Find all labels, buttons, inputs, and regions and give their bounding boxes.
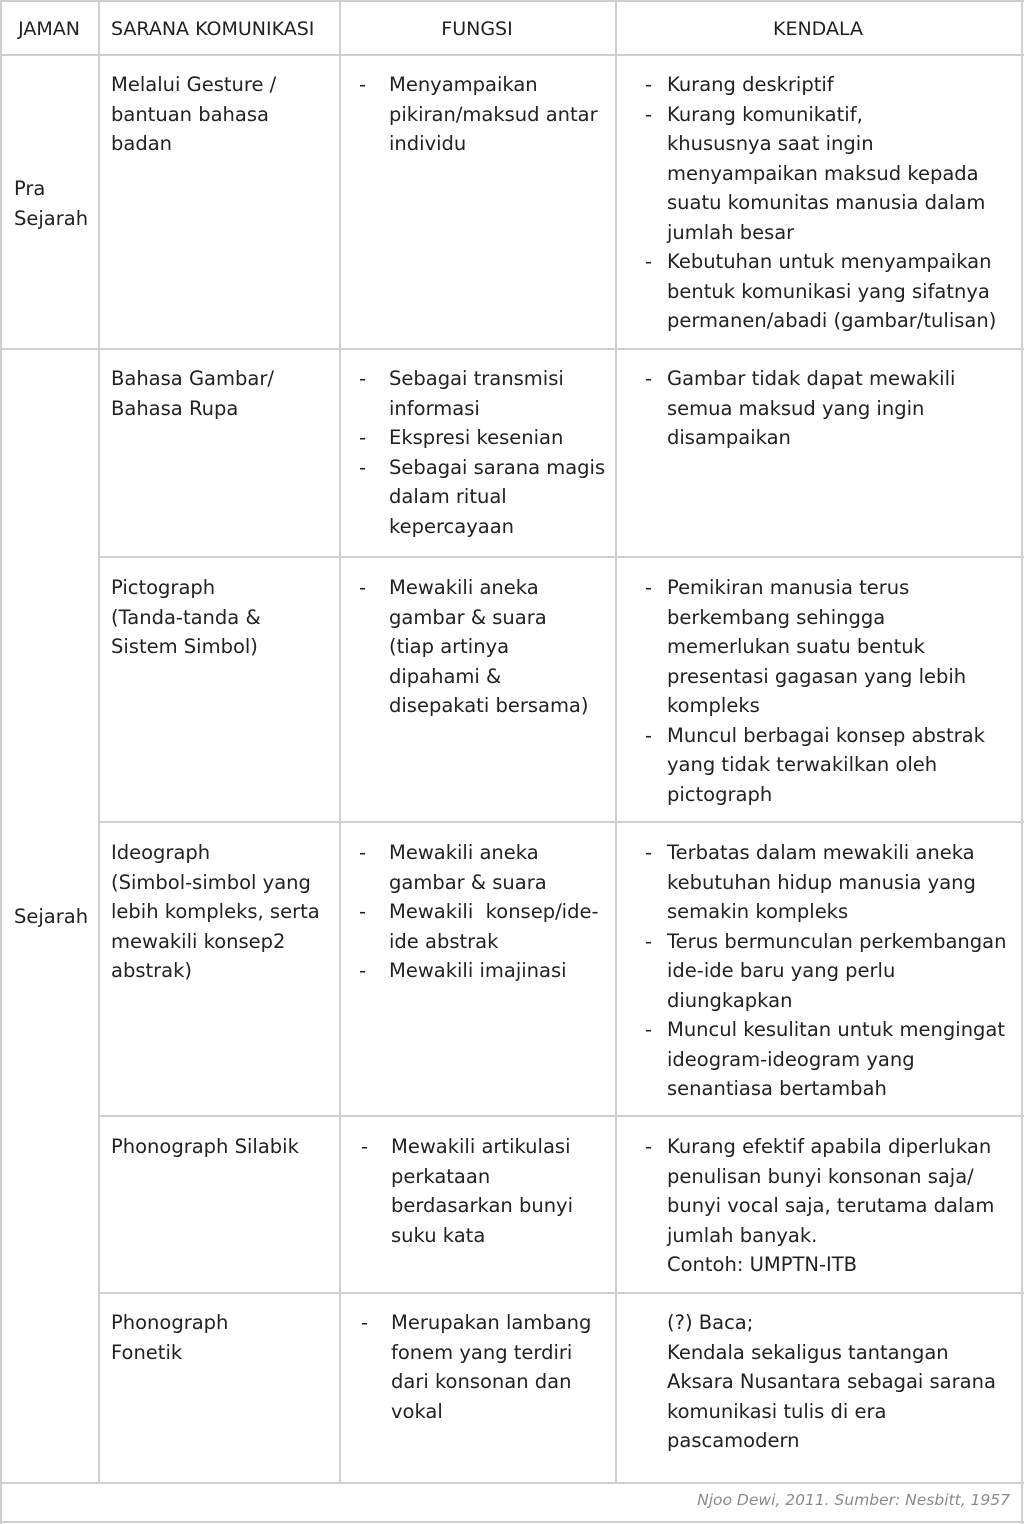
table-border-top bbox=[0, 0, 1024, 2]
kendala-item: - Muncul berbagai konsep abstrak yang tidak terwakilkan oleh pictograph bbox=[645, 721, 985, 810]
fungsi-item: - Sebagai sarana magis dalam ritual kepercayaan bbox=[359, 453, 605, 542]
fungsi-item: - Mewakili artikulasi perkataan berdasarkan bunyi suku kata bbox=[361, 1132, 573, 1250]
column-divider bbox=[615, 0, 617, 1484]
row-divider bbox=[98, 1115, 1024, 1117]
kendala-item: - Kurang deskriptif bbox=[645, 70, 996, 100]
header-fungsi: FUNGSI bbox=[441, 18, 513, 40]
sarana-phonograph-silabik: Phonograph Silabik bbox=[111, 1135, 299, 1158]
kendala-item: - Kurang efektif apabila diperlukan penulisan bunyi konsonan saja/ bunyi vocal saja, terutama dalam jumlah banyak. Contoh: UMPTN-ITB bbox=[645, 1132, 994, 1280]
fungsi-item: - Mewakili konsep/ide- ide abstrak bbox=[359, 897, 598, 956]
fungsi-item: - Sebagai transmisi informasi bbox=[359, 364, 605, 423]
era-sejarah: Sejarah bbox=[14, 905, 89, 928]
header-sarana-komunikasi: SARANA KOMUNIKASI bbox=[111, 18, 315, 40]
fungsi-list-pictograph bbox=[359, 573, 589, 721]
row-divider bbox=[98, 1292, 1024, 1294]
fungsi-list-ideograph bbox=[359, 838, 598, 986]
kendala-list-phonograph-silabik bbox=[645, 1132, 994, 1280]
column-divider bbox=[339, 0, 341, 1484]
fungsi-list-bahasa-gambar bbox=[359, 364, 605, 541]
fungsi-item: - Menyampaikan pikiran/maksud antar individu bbox=[359, 70, 598, 159]
sarana-phonograph-fonetik: Phonograph Fonetik bbox=[111, 1311, 229, 1364]
kendala-item: - Pemikiran manusia terus berkembang sehingga memerlukan suatu bentuk presentasi gagasan yang lebih kompleks bbox=[645, 573, 985, 721]
table-border-right bbox=[1021, 0, 1023, 1524]
source-caption: Njoo Dewi, 2011. Sumber: Nesbitt, 1957 bbox=[697, 1491, 1010, 1509]
kendala-item: - Kurang komunikatif, khususnya saat ingin menyampaikan maksud kepada suatu komunitas manusia dalam jumlah besar bbox=[645, 100, 996, 248]
fungsi-list-phonograph-fonetik bbox=[361, 1308, 591, 1426]
header-divider bbox=[0, 54, 1024, 56]
row-divider bbox=[98, 821, 1024, 823]
fungsi-item: - Mewakili aneka gambar & suara (tiap artinya dipahami & disepakati bersama) bbox=[359, 573, 589, 721]
kendala-item: - Terbatas dalam mewakili aneka kebutuhan hidup manusia yang semakin kompleks bbox=[645, 838, 1006, 927]
era-pra-sejarah: Pra Sejarah bbox=[14, 177, 89, 230]
fungsi-list-phonograph-silabik bbox=[361, 1132, 573, 1250]
table-border-bottom bbox=[0, 1521, 1024, 1523]
kendala-item: - Kebutuhan untuk menyampaikan bentuk komunikasi yang sifatnya permanen/abadi (gambar/tulisan) bbox=[645, 247, 996, 336]
kendala-list-bahasa-gambar bbox=[645, 364, 955, 453]
column-divider bbox=[98, 0, 100, 1484]
kendala-item: - Muncul kesulitan untuk mengingat ideogram-ideogram yang senantiasa bertambah bbox=[645, 1015, 1006, 1104]
fungsi-item: - Mewakili aneka gambar & suara bbox=[359, 838, 598, 897]
fungsi-item: - Mewakili imajinasi bbox=[359, 956, 598, 986]
kendala-list-ideograph bbox=[645, 838, 1006, 1104]
fungsi-item: - Merupakan lambang fonem yang terdiri dari konsonan dan vokal bbox=[361, 1308, 591, 1426]
kendala-note-phonograph-fonetik: (?) Baca; Kendala sekaligus tantangan Aksara Nusantara sebagai sarana komunikasi tulis di era pascamodern bbox=[667, 1311, 996, 1452]
sarana-gesture: Melalui Gesture / bantuan bahasa badan bbox=[111, 73, 277, 155]
kendala-list-pictograph bbox=[645, 573, 985, 809]
sarana-ideograph: Ideograph (Simbol-simbol yang lebih kompleks, serta mewakili konsep2 abstrak) bbox=[111, 841, 320, 982]
era-divider bbox=[0, 348, 1024, 350]
row-divider bbox=[98, 556, 1024, 558]
header-jaman: JAMAN bbox=[18, 18, 80, 40]
footer-divider bbox=[0, 1482, 1024, 1484]
table-border-left bbox=[0, 0, 2, 1524]
sarana-bahasa-gambar: Bahasa Gambar/ Bahasa Rupa bbox=[111, 367, 274, 420]
header-kendala: KENDALA bbox=[773, 18, 863, 40]
fungsi-list-gesture bbox=[359, 70, 598, 159]
kendala-item: - Terus bermunculan perkembangan ide-ide baru yang perlu diungkapkan bbox=[645, 927, 1006, 1016]
sarana-pictograph: Pictograph (Tanda-tanda & Sistem Simbol) bbox=[111, 576, 261, 658]
kendala-item: - Gambar tidak dapat mewakili semua maksud yang ingin disampaikan bbox=[645, 364, 955, 453]
kendala-list-gesture bbox=[645, 70, 996, 336]
fungsi-item: - Ekspresi kesenian bbox=[359, 423, 605, 453]
